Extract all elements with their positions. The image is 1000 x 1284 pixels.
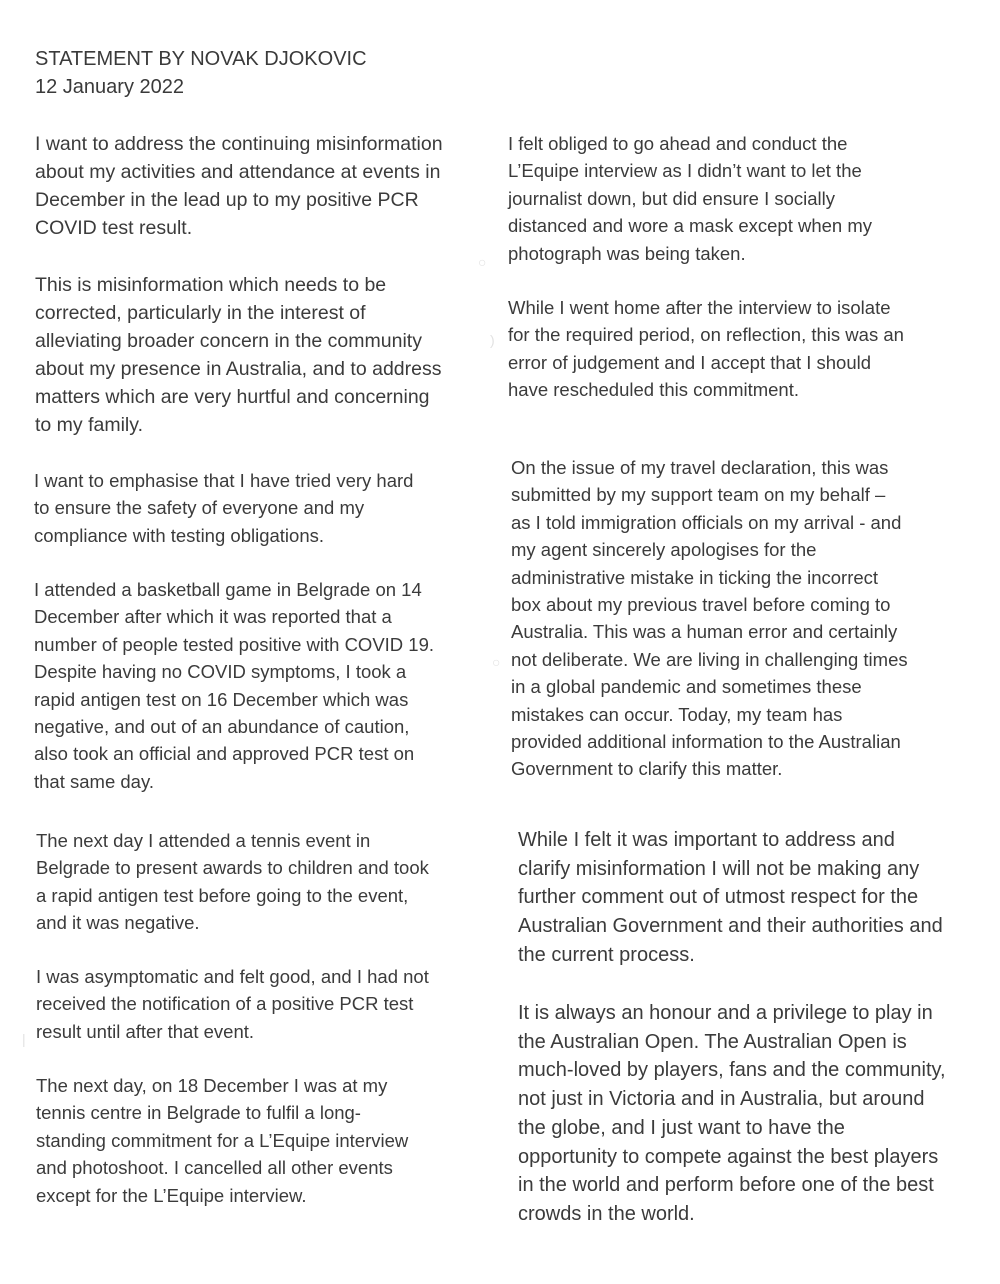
text-line: alleviating broader concern in the community [35,330,422,352]
text-line: not deliberate. We are living in challenging times [511,648,908,670]
text-line: also took an official and approved PCR test on [34,743,415,765]
text-line: the current process. [518,943,695,966]
text-line: I attended a basketball game in Belgrade on 14 [34,579,422,600]
text-line: rapid antigen test on 16 December which was [34,688,409,710]
text-line: The next day I attended a tennis event in [36,830,371,851]
text-line: submitted by my support team on my behalf – [511,484,886,506]
text-line: COVID test result. [35,217,193,239]
text-line: in the world and perform before one of the best [518,1174,934,1197]
text-line: clarify misinformation I will not be making any [518,857,920,880]
text-line: a rapid antigen test before going to the event, [36,884,409,906]
text-line: standing commitment for a L’Equipe interview [36,1129,409,1151]
text-line: While I went home after the interview to isolate [508,297,891,318]
paragraph-travel-declaration [511,454,908,783]
text-line: December in the lead up to my positive PCR [35,189,419,211]
paragraph-misinformation [35,130,443,242]
text-line: to ensure the safety of everyone and my [34,497,365,519]
text-line: Government to clarify this matter. [511,758,783,780]
text-line: to my family. [35,414,143,436]
text-line: The next day, on 18 December I was at my [36,1075,388,1096]
paragraph-asymptomatic [36,963,429,1045]
text-line: have rescheduled this commitment. [508,379,799,401]
text-line: journalist down, but did ensure I socially [508,187,836,209]
text-line: the globe, and I just want to have the [518,1116,845,1139]
paragraph-tennis-event [36,827,429,937]
text-line: mistakes can occur. Today, my team has [511,703,843,725]
text-line: opportunity to compete against the best players [518,1145,939,1168]
paragraph-no-further-comment [518,826,943,970]
text-line: Despite having no COVID symptoms, I took a [34,661,407,683]
faint-tick-mark-icon: | [22,1031,26,1047]
faint-arc-mark-icon: ) [490,332,495,348]
text-line: received the notification of a positive PCR test [36,993,414,1015]
text-line: This is misinformation which needs to be [35,274,387,296]
text-line: my agent sincerely apologises for the [511,539,817,561]
text-line: It is always an honour and a privilege to play in [518,1002,933,1024]
text-line: further comment out of utmost respect for the [518,886,919,909]
text-line: the Australian Open. The Australian Open is [518,1030,907,1053]
text-line: except for the L’Equipe interview. [36,1184,307,1206]
text-line: crowds in the world. [518,1202,695,1225]
text-line: photograph was being taken. [508,242,746,264]
text-line: much-loved by players, fans and the community, [518,1059,946,1082]
text-line: and it was negative. [36,912,200,934]
text-line: I felt obliged to go ahead and conduct the [508,133,848,154]
statement-date: 12 January 2022 [35,76,185,98]
statement-title: STATEMENT BY NOVAK DJOKOVIC [35,48,367,70]
paragraph-australian-open [518,999,946,1229]
text-line: administrative mistake in ticking the incorrect [511,566,879,588]
text-line: distanced and wore a mask except when my [508,215,873,237]
text-line: I was asymptomatic and felt good, and I had not [36,966,429,987]
text-line: not just in Victoria and in Australia, but around [518,1088,925,1111]
paragraph-isolation [508,294,904,404]
text-line: tennis centre in Belgrade to fulfil a long- [36,1102,361,1124]
text-line: error of judgement and I accept that I should [508,351,872,373]
paragraph-interview [508,130,872,267]
text-line: corrected, particularly in the interest of [35,302,366,324]
text-line: I want to address the continuing misinformation [35,133,443,155]
text-line: number of people tested positive with COVID 19. [34,633,435,655]
text-line: Belgrade to present awards to children and took [36,857,429,879]
paragraph-safety [34,467,413,549]
text-line: as I told immigration officials on my arrival - and [511,511,902,533]
text-line: about my activities and attendance at events in [35,161,441,183]
text-line: I want to emphasise that I have tried very hard [34,470,414,491]
text-line: While I felt it was important to address and [518,829,895,851]
text-line: On the issue of my travel declaration, this was [511,457,889,478]
paragraph-basketball [34,576,434,795]
text-line: and photoshoot. I cancelled all other events [36,1157,393,1179]
paragraph-lequipe-commitment [36,1072,408,1209]
text-line: provided additional information to the Australian [511,731,901,753]
faint-circle-mark-icon: ○ [478,254,487,270]
text-line: about my presence in Australia, and to address [35,358,442,380]
text-line: that same day. [34,770,154,792]
statement-header [35,45,367,101]
text-line: result until after that event. [36,1020,255,1042]
text-line: negative, and out of an abundance of caution, [34,716,410,738]
text-line: December after which it was reported that a [34,606,392,628]
faint-circle-mark-icon: ○ [492,654,501,670]
text-line: Australia. This was a human error and certainly [511,621,898,643]
text-line: Australian Government and their authorities and [518,915,943,938]
text-line: for the required period, on reflection, this was an [508,324,904,346]
text-line: in a global pandemic and sometimes these [511,676,862,698]
text-line: L’Equipe interview as I didn’t want to let the [508,160,862,182]
text-line: compliance with testing obligations. [34,524,324,546]
paragraph-correction [35,271,442,439]
text-line: box about my previous travel before coming to [511,594,891,616]
text-line: matters which are very hurtful and concerning [35,386,430,408]
